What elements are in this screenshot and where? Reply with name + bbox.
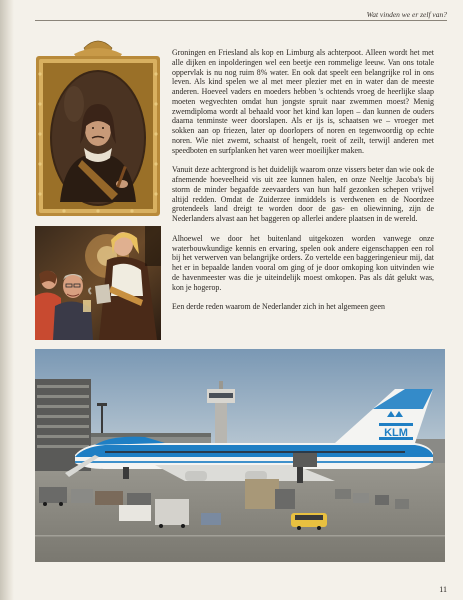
photo-klm-aircraft-airport — [35, 349, 445, 562]
paragraph-2: Vanuit deze achtergrond is het duidelijk waarom onze vissers beter dan wie ook de afnemende hoeveelheid vis uit zee kunnen halen, en onze Neeltje Jacoba's bij storm de minder begaafde zeevaarders van hun half gezonken schepen vrijwel altijd redden. Omdat de Zuiderzee inmiddels is verdwenen en de Noordzee grotendeels land dreigt te worden door de gas- en oliewinning, zijn de Nederlanders alvast aan het baggeren op allerlei andere plaatsen in de wereld. — [172, 165, 434, 223]
paragraph-1: Groningen en Friesland als kop en Limburg als achterpoot. Alleen wordt het met alle dijken en inpolderingen wel een beetje een rommelige leeuw. Van ons totale oppervlak is nu nog ruim 8% water. En ook dat speelt een belangrijke rol in ons leven. Als kind spelen we al met meer plezier met en in water dan de meeste anderen. Hoeveel vaders en moeders hebben 's ochtends vroeg de heerlijke slaap moeten wegvechten omdat hun jongste spruit naar zwemmen moest? Menig zwemdiploma wordt al behaald voor het kind kan lopen – dan kunnen de ouders daarna tenminste weer doorslapen. Als er ijs is, schaatsen we – vroeger met sokken aan op friezen, later op doorlopers of noren en tegenwoordig op echte noren. Wie niet zwemt, schaatst of hengelt, roeit of zeilt, terwijl anderen met speedboten en surfplanken het varen weer moeilijker maken. — [172, 48, 434, 155]
klm-tail-logo: KLM — [384, 427, 408, 439]
paragraph-4: Een derde reden waarom de Nederlander zich in het algemeen geen — [172, 302, 385, 312]
page-number: 11 — [439, 585, 447, 594]
running-title: Wat vinden we er zelf van? — [366, 10, 447, 19]
paragraph-3: Alhoewel we door het buitenland uitgekozen worden vanwege onze waterbouwkundige kennis en ervaring, spelen ook andere eigenschappen een rol bij het verwerven van belangrijke orders. Zo vertelde een baggeringenieur mij, dat het er in bepaalde landen vooral om ging of je door omkoping kon uitvinden wie de havenmeester was die je uiteindelijk moest omkopen. Pas als dát gelukt was, kon je hogerop. — [172, 233, 434, 292]
portrait-painting — [34, 34, 162, 218]
book-spine-shadow — [0, 0, 14, 600]
photo-people-pouring-drinks — [35, 226, 161, 340]
header-rule — [35, 20, 447, 21]
body-text — [172, 48, 434, 312]
